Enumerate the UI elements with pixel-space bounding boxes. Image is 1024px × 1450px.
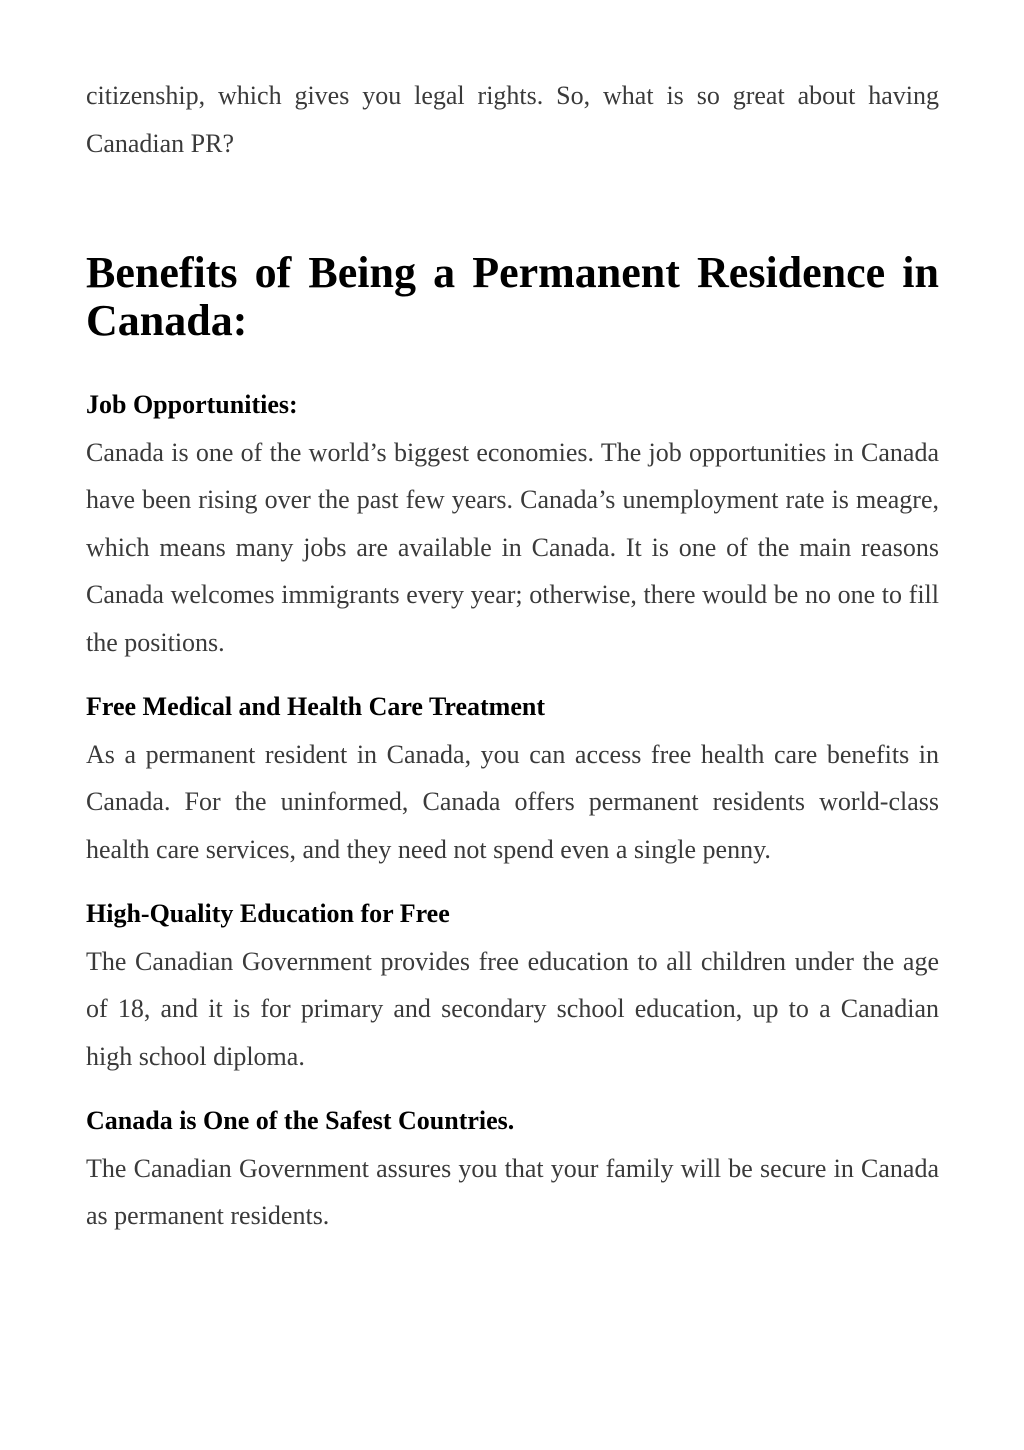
subsection-job-opportunities [86, 381, 939, 666]
subsection-body: As a permanent resident in Canada, you can access free health care benefits in Canada. For the uninformed, Canada offers permanent residents world-class health care services, and they need not spend even a single penny. [86, 739, 939, 864]
subsection-body: The Canadian Government provides free education to all children under the age of 18, and it is for primary and secondary school education, up to a Canadian high school diploma. [86, 946, 939, 1071]
subsection-safety [86, 1097, 939, 1240]
intro-paragraph: citizenship, which gives you legal rights. So, what is so great about having Canadian PR? [86, 81, 939, 158]
subsection-heading: Canada is One of the Safest Countries. [86, 1106, 515, 1135]
subsection-education [86, 890, 939, 1080]
subsection-body: Canada is one of the world’s biggest economies. The job opportunities in Canada have been rising over the past few years. Canada’s unemployment rate is meagre, which means many jobs are available in Canada. It is one of the main reasons Canada welcomes immigrants every year; otherwise, there would be no one to fill the positions. [86, 437, 939, 657]
subsection-heading: High-Quality Education for Free [86, 899, 450, 928]
subsection-heading: Free Medical and Health Care Treatment [86, 692, 545, 721]
subsection-health-care [86, 683, 939, 873]
subsection-body: The Canadian Government assures you that your family will be secure in Canada as permanent residents. [86, 1153, 939, 1230]
subsection-heading: Job Opportunities: [86, 390, 298, 419]
section-heading: Benefits of Being a Permanent Residence in Canada: [86, 248, 939, 345]
